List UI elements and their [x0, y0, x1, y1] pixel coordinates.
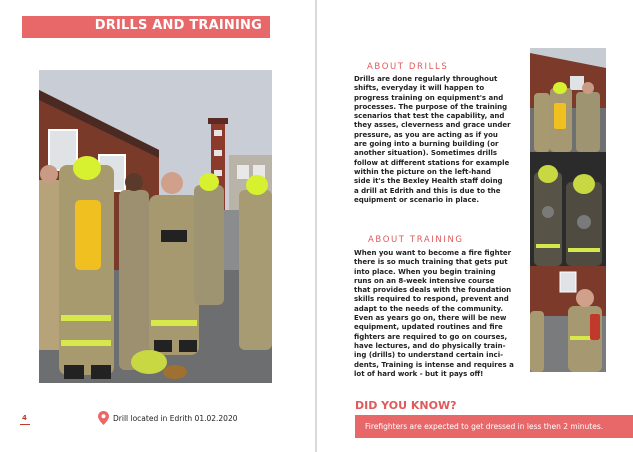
text-line: When you want to become a fire fighter: [354, 249, 512, 257]
text-line: are going into a burning building (or: [354, 140, 499, 149]
text-line: Drills are done regularly throughout: [354, 75, 498, 83]
text-line: runs on an 8-week intensive course: [354, 276, 495, 285]
photo-caption: [98, 410, 238, 426]
section-header-bar: [22, 16, 270, 38]
text-line: another situation). Sometimes drills: [354, 149, 498, 158]
text-line: into place. When you begin training: [354, 267, 496, 276]
text-line: progress training on equipment's and: [354, 93, 504, 102]
text-line: side it's the Bexley Health staff doing: [354, 177, 503, 186]
about-drills-heading: ABOUT DRILLS: [367, 62, 449, 72]
caption-text: Drill located in Edrith 01.02.2020: [113, 413, 238, 423]
text-line: ing (drills) to understand certain inci-: [354, 351, 504, 360]
text-line: within the picture on the left-hand: [354, 167, 491, 176]
text-line: a drill at Edrith and this is due to the: [354, 186, 501, 195]
about-drills-text: [354, 75, 514, 205]
text-line: have lectures, and do physically train-: [354, 341, 506, 350]
text-line: there is so much training that gets put: [354, 258, 508, 267]
left-page: [0, 0, 316, 452]
text-line: fighters are required to go on courses,: [354, 332, 508, 341]
did-you-know-text: Firefighters are expected to get dressed in less then 2 minutes.: [365, 422, 604, 431]
text-line: lot of hard work - but it pays off!: [354, 369, 484, 378]
map-pin-icon: [98, 411, 109, 425]
text-line: adapt to the needs of the community.: [354, 304, 504, 313]
text-line: equipment, updated routines and fire: [354, 323, 503, 332]
text-line: follow at different stations for example: [354, 158, 510, 167]
text-line: processes. The purpose of the training: [354, 102, 508, 111]
text-line: skills required to respond, prevent and: [354, 295, 509, 304]
did-you-know-box: [355, 415, 633, 438]
did-you-know-heading: DID YOU KNOW?: [355, 399, 457, 412]
text-line: equipment or scenario in place.: [354, 195, 480, 204]
strip-photo-bottom: [530, 266, 606, 372]
page-number: 4: [22, 414, 27, 422]
page-number-underline: [20, 424, 30, 425]
firefighter-drill-photo: [39, 70, 272, 383]
strip-photo-middle: [530, 152, 606, 266]
about-training-heading: ABOUT TRAINING: [368, 235, 464, 245]
section-title: DRILLS AND TRAINING: [94, 18, 262, 33]
text-line: they asses, cleverness and grace under: [354, 121, 511, 130]
about-training-text: [354, 249, 514, 379]
text-line: dents, Training is intense and requires a: [354, 360, 514, 369]
text-line: pressure, as you are acting as if you: [354, 130, 498, 139]
text-line: scenarios that test the capability, and: [354, 112, 505, 121]
strip-photo-top: [530, 48, 606, 152]
text-line: shifts, everyday it will happen to: [354, 84, 485, 93]
text-line: that provides deals with the foundation: [354, 286, 512, 295]
text-line: Even as years go on, there will be new: [354, 314, 507, 323]
